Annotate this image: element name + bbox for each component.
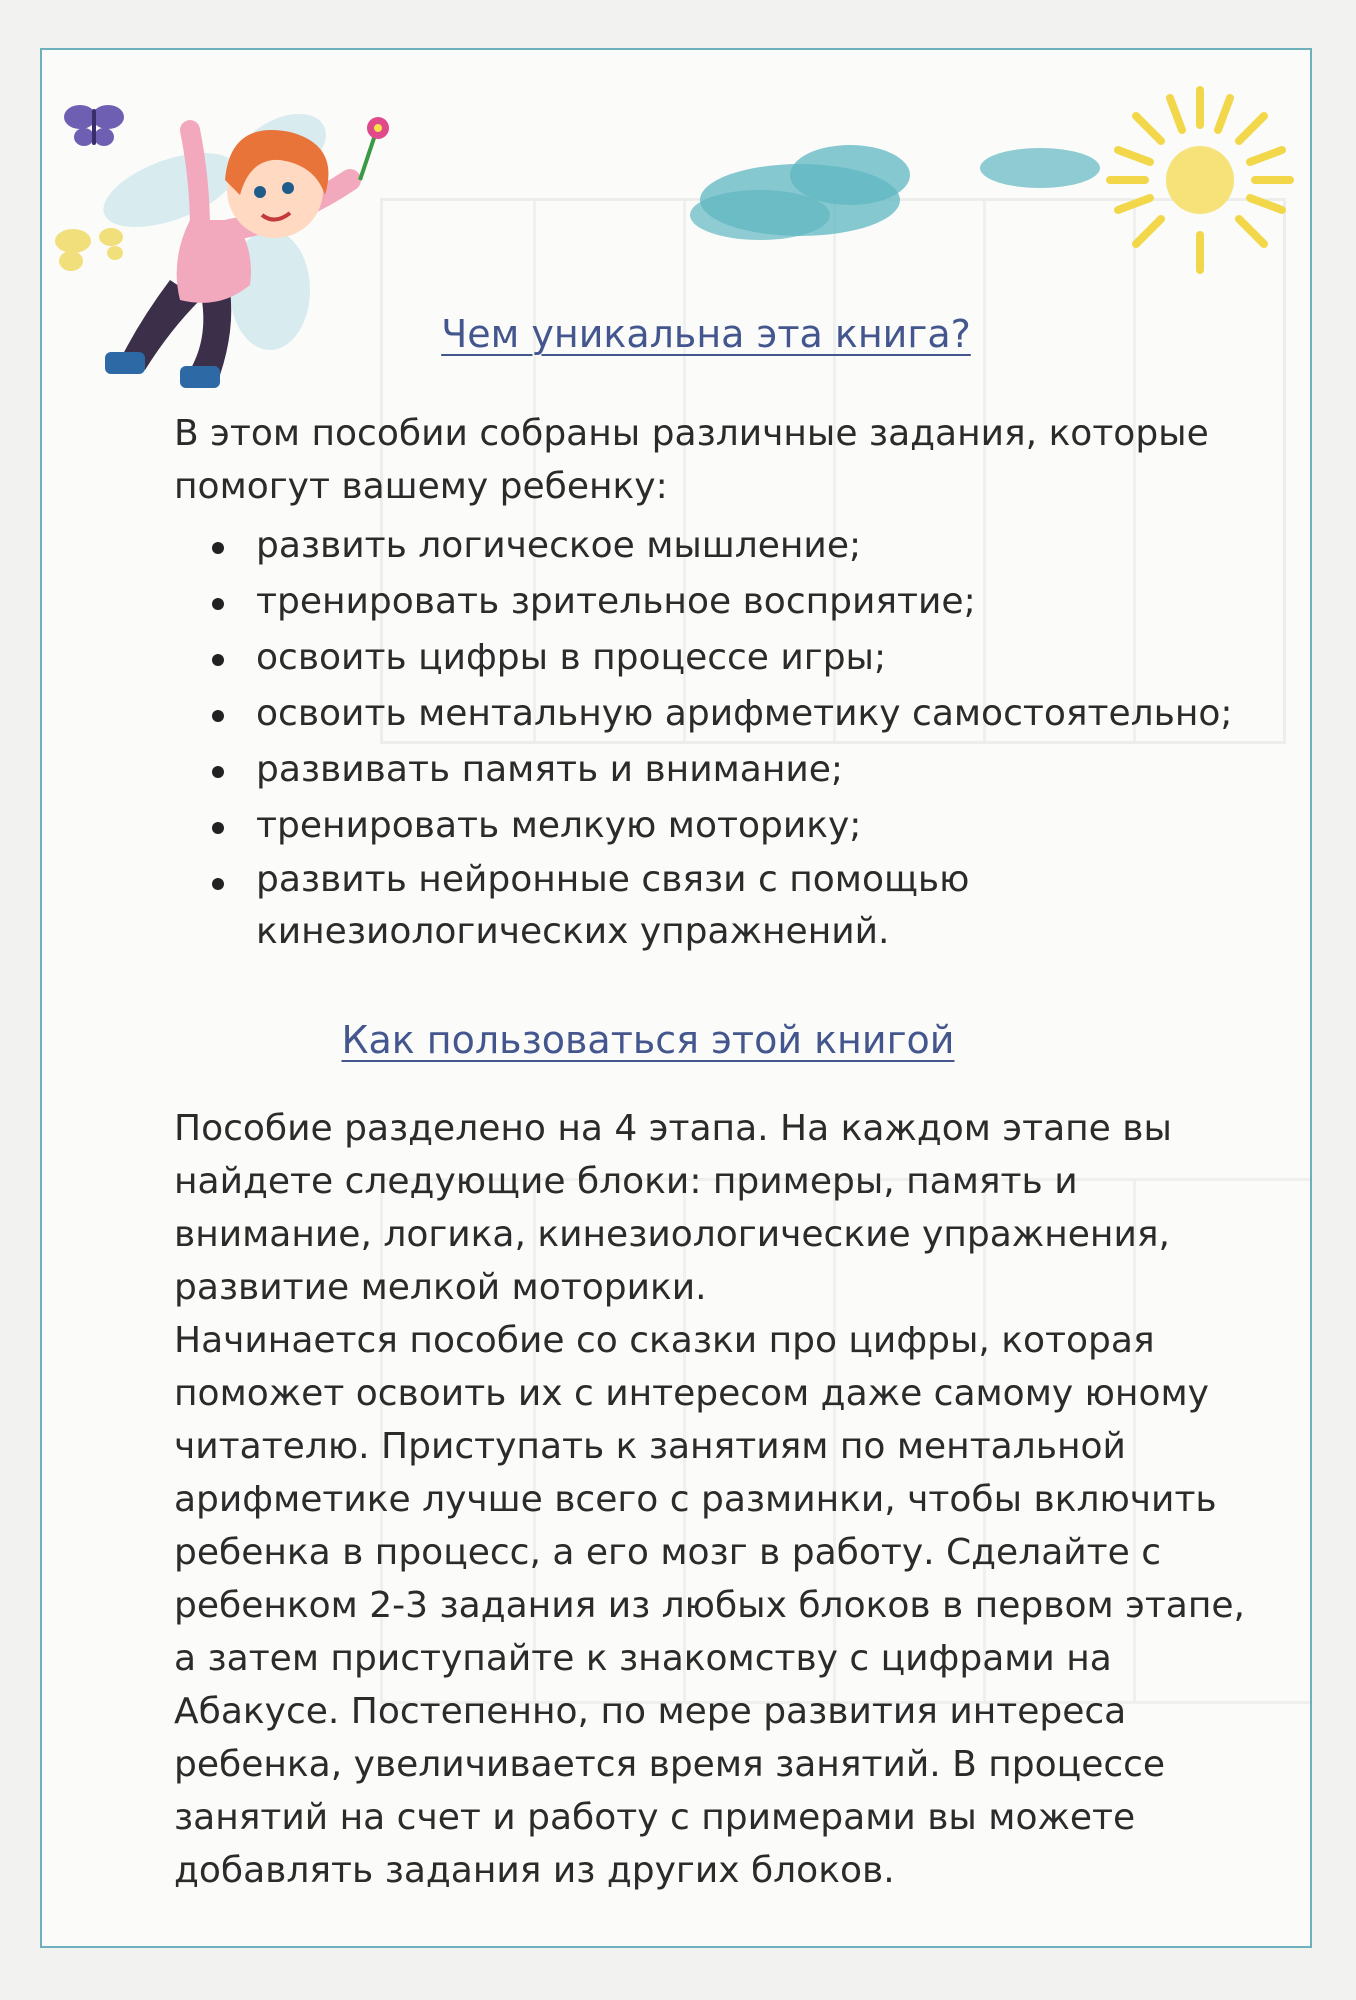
list-item: тренировать мелкую моторику; bbox=[206, 798, 1286, 854]
intro-paragraph: В этом пособии собраны различные задания, которые помогут вашему ребенку: bbox=[174, 413, 1209, 507]
list-item: развить нейронные связи с помощью кинезиологических упражнений. bbox=[206, 854, 1286, 958]
list-item: освоить цифры в процессе игры; bbox=[206, 630, 1286, 686]
list-item: освоить ментальную арифметику самостоятельно; bbox=[206, 686, 1286, 742]
usage-paragraph-2: Начинается пособие со сказки про цифры, которая поможет освоить их с интересом даже самому юному читателю. Приступать к занятиям по ментальной арифметике лучше всего с разминки, чтобы включить ребенка в процесс, а его мозг в работу. Сделайте с ребенком 2-3 задания из любых блоков в первом этапе, а затем приступайте к знакомству с цифрами на Абакусе. Постепенно, по мере развития интереса ребенка, увеличивается время занятий. В процессе занятий на счет и работу с примерами вы можете добавлять задания из других блоков. bbox=[174, 1320, 1245, 1891]
section-title-how-to-use: Как пользоваться этой книгой bbox=[341, 1018, 955, 1062]
list-item: развить логическое мышление; bbox=[206, 518, 1286, 574]
benefits-list bbox=[206, 518, 1286, 958]
list-item: развивать память и внимание; bbox=[206, 742, 1286, 798]
usage-text bbox=[174, 1102, 1254, 1897]
list-item: тренировать зрительное восприятие; bbox=[206, 574, 1286, 630]
section-title-unique: Чем уникальна эта книга? bbox=[441, 312, 971, 356]
usage-paragraph-1: Пособие разделено на 4 этапа. На каждом этапе вы найдете следующие блоки: примеры, память и внимание, логика, кинезиологические упражнения, развитие мелкой моторики. bbox=[174, 1108, 1172, 1308]
